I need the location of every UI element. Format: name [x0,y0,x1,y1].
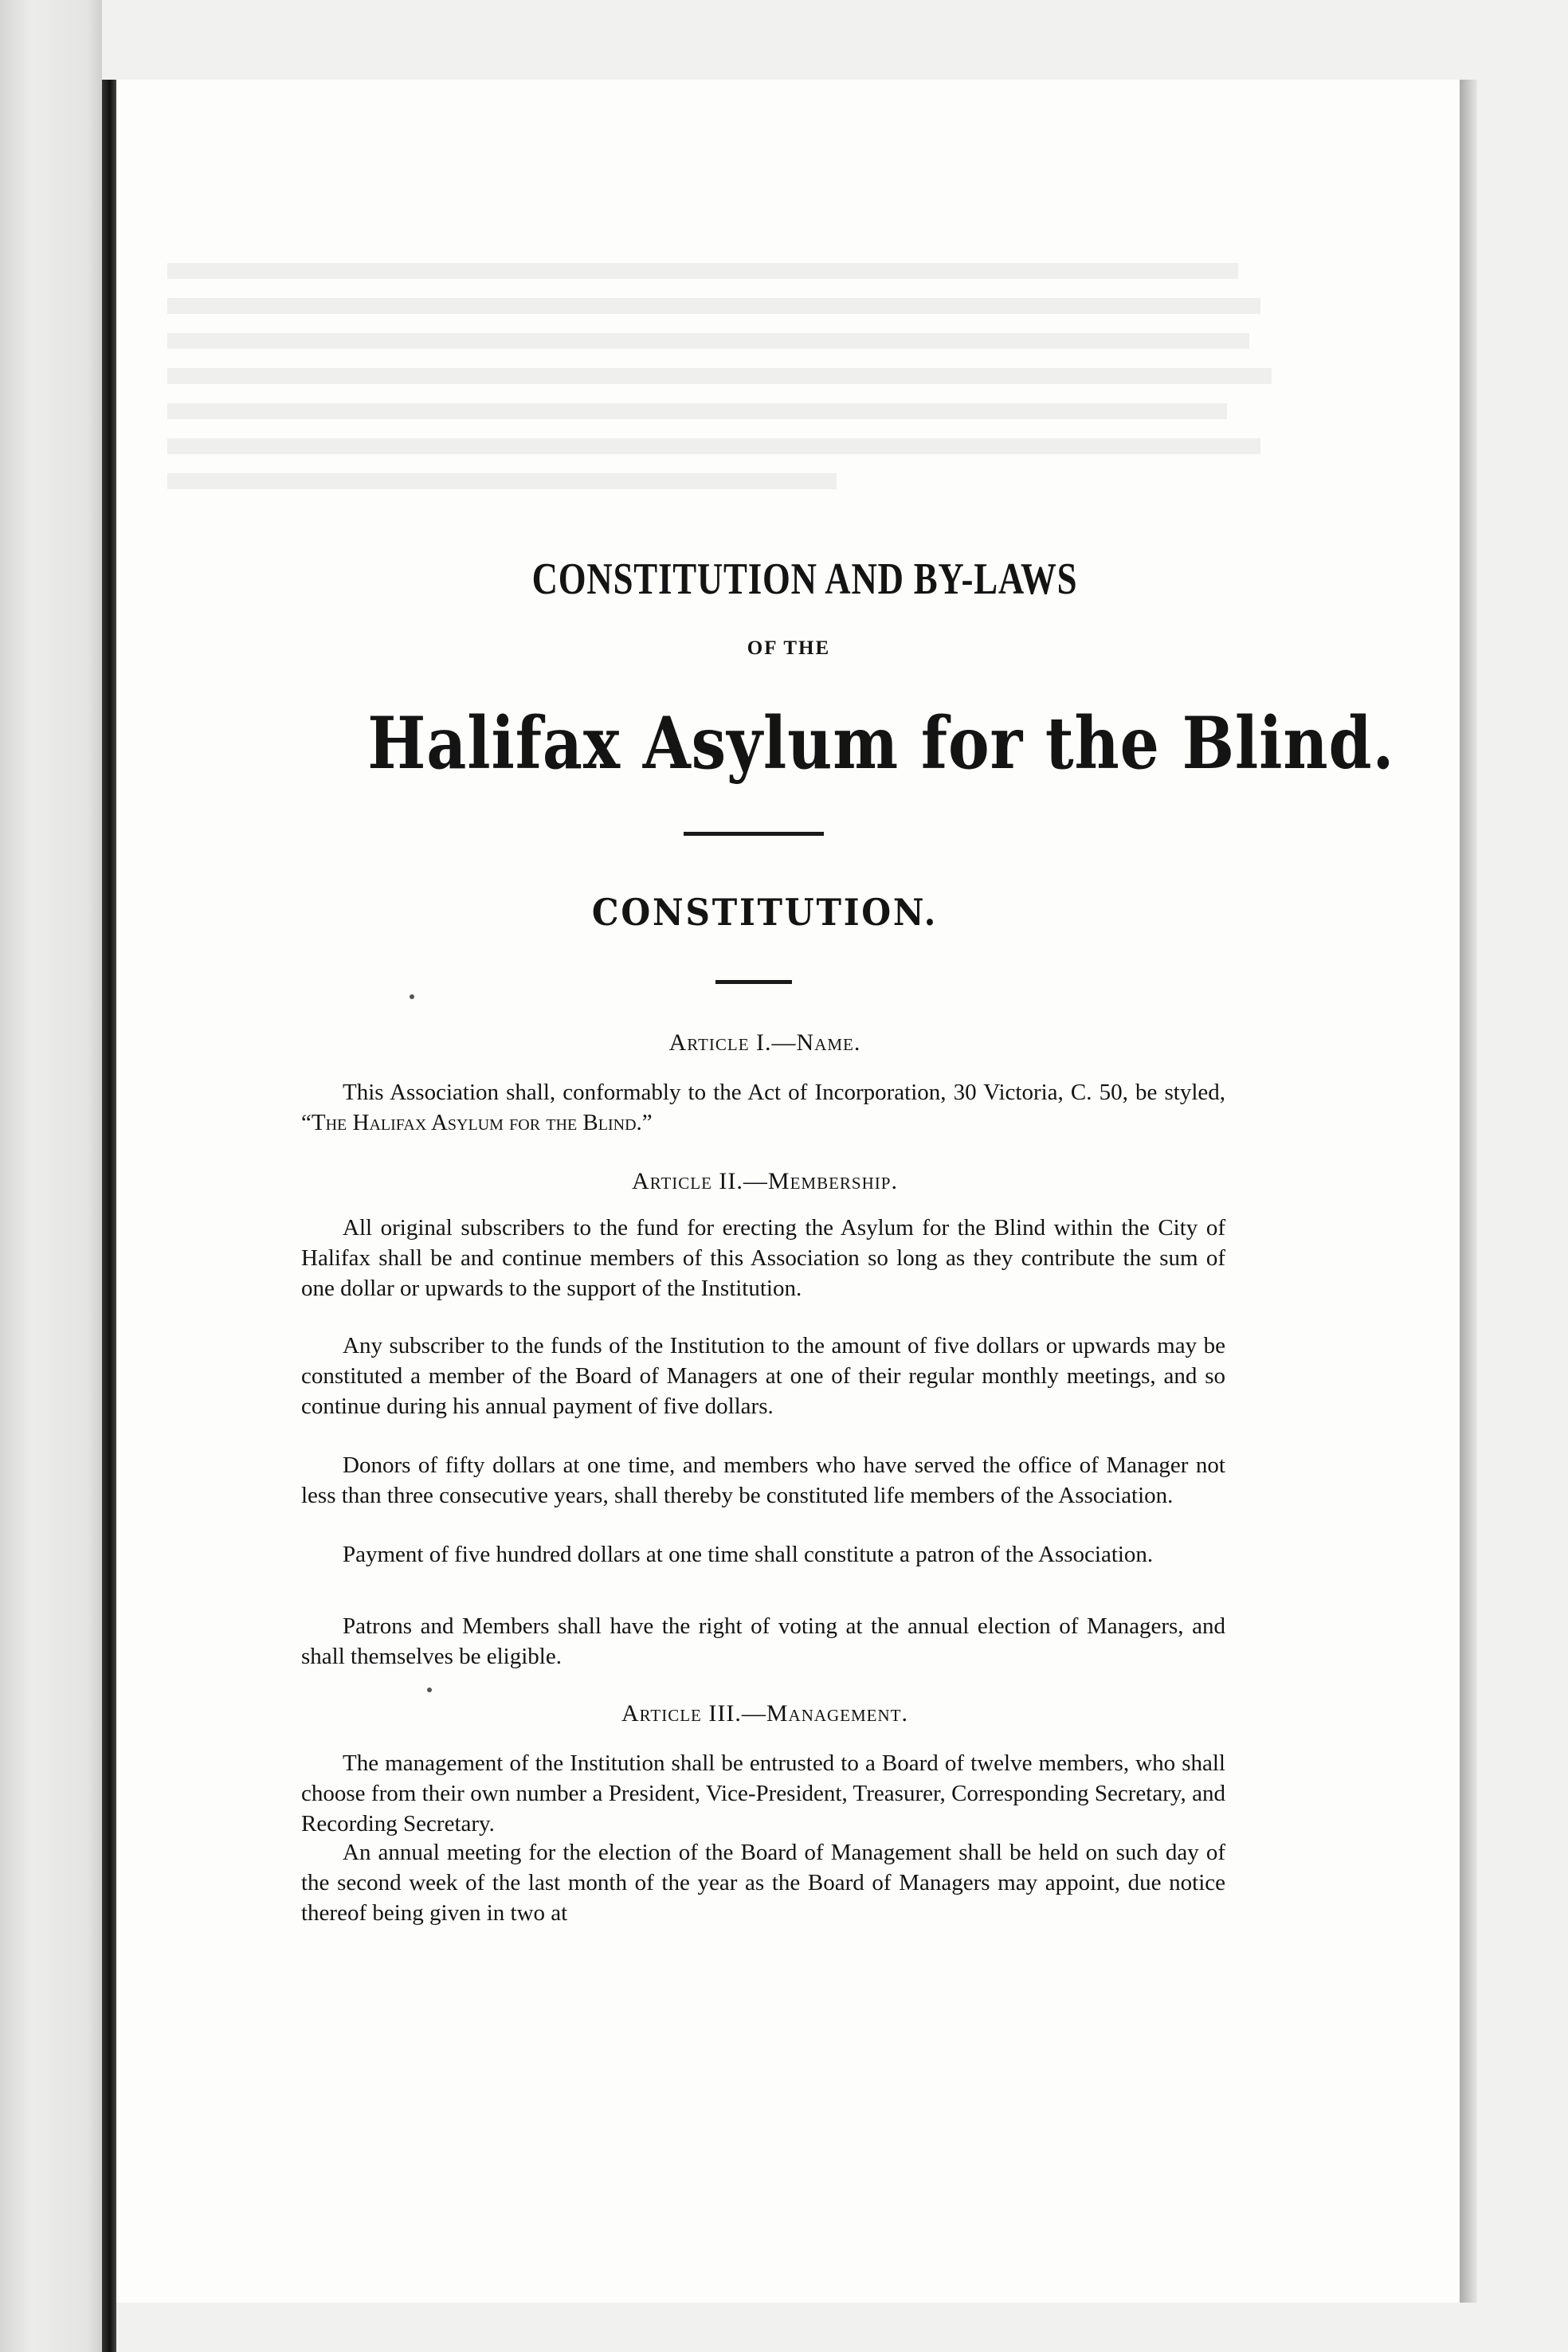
association-name: The Halifax Asylum for the Blind. [311,1110,642,1135]
article-2-paragraph-2: Any subscriber to the funds of the Institution to the amount of five dollars or upwards may be constituted a member of the Board of Managers at one of their regular monthly meetings, and so continue during his annual payment of five dollars. [301,1333,1225,1419]
article-2-paragraph-1: All original subscribers to the fund for erecting the Asylum for the Blind within the City of Halifax shall be and continue members of this Association so long as they contribute the sum of one dollar or upwards to the support of the Institution. [301,1215,1225,1301]
book-spine [102,80,116,2352]
article-3-heading: Article III.—Management. [621,1700,909,1727]
title-divider [684,832,824,836]
article-1-text-start: This Association shall, conformably to the Act of Incorporation, 30 Victoria, C. 50, be styled, “ [301,1080,1225,1135]
article-3-paragraph-2: An annual meeting for the election of the Board of Management shall be held on such day of the second week of the last month of the year as the Board of Managers may appoint, due notice thereof being given in two at [301,1840,1225,1926]
page-edge-shadow [1460,80,1477,2303]
institution-name: Halifax Asylum for the Blind. [367,701,1395,786]
article-2-paragraph-5: Patrons and Members shall have the right of voting at the annual election of Managers, and shall themselves be eligible. [301,1613,1225,1669]
article-2-heading: Article II.—Membership. [632,1168,898,1194]
document-title: CONSTITUTION AND BY-LAWS [531,555,1078,604]
article-1-text-end: ” [641,1110,653,1135]
print-speck [410,994,414,999]
section-divider [715,980,792,984]
adjacent-page-edge [0,0,102,2352]
article-2-paragraph-3: Donors of fifty dollars at one time, and members who have served the office of Manager not less than three consecutive years, shall thereby be constituted life members of the Association. [301,1452,1225,1508]
article-2-paragraph-4: Payment of five hundred dollars at one time shall constitute a patron of the Association. [343,1542,1154,1567]
article-1-heading: Article I.—Name. [668,1029,861,1056]
section-heading: CONSTITUTION. [591,891,939,934]
title-connector: OF THE [747,637,831,659]
article-3-paragraph-1: The management of the Institution shall be entrusted to a Board of twelve members, who shall choose from their own number a President, Vice-President, Treasurer, Corresponding Secretary, and Recording Secretary. [301,1750,1225,1837]
article-1-paragraph-1 [301,1077,1225,1138]
print-speck [427,1688,432,1692]
bleed-through-text [167,263,1283,508]
